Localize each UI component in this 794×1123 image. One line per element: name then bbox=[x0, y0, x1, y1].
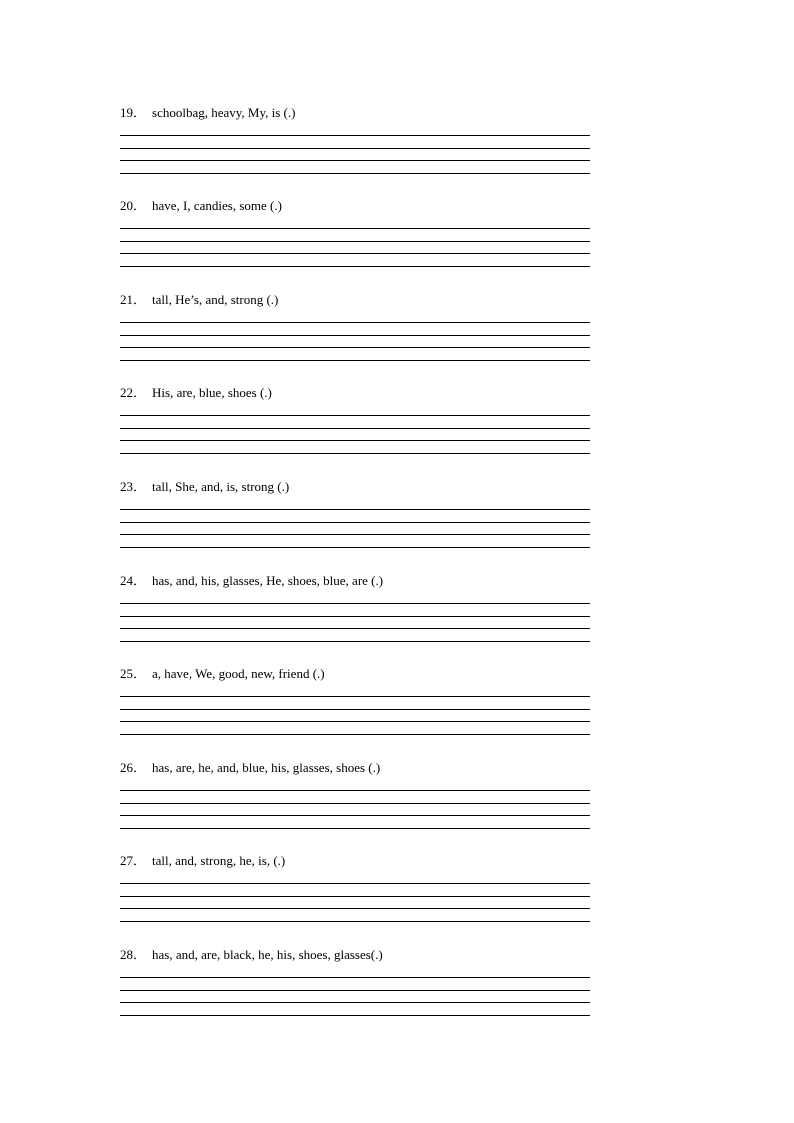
answer-line bbox=[120, 721, 590, 722]
answer-line bbox=[120, 628, 590, 629]
answer-line bbox=[120, 616, 590, 617]
question-prompt: has, and, are, black, he, his, shoes, glasses(.) bbox=[152, 947, 383, 962]
question-number: 26． bbox=[120, 760, 147, 775]
answer-line bbox=[120, 509, 590, 510]
answer-line bbox=[120, 896, 590, 897]
answer-line bbox=[120, 734, 590, 735]
answer-line bbox=[120, 322, 590, 323]
question-text bbox=[120, 853, 285, 869]
answer-line bbox=[120, 1015, 590, 1016]
answer-line bbox=[120, 160, 590, 161]
question-prompt: has, are, he, and, blue, his, glasses, shoes (.) bbox=[152, 760, 381, 775]
question-number: 28． bbox=[120, 947, 147, 962]
question-text bbox=[120, 385, 272, 401]
answer-line bbox=[120, 1002, 590, 1003]
answer-line bbox=[120, 241, 590, 242]
question-text bbox=[120, 479, 289, 495]
question-prompt: tall, He’s, and, strong (.) bbox=[152, 292, 279, 307]
answer-line bbox=[120, 534, 590, 535]
answer-line bbox=[120, 135, 590, 136]
question-21 bbox=[120, 292, 590, 382]
answer-line bbox=[120, 173, 590, 174]
answer-line bbox=[120, 603, 590, 604]
question-number: 21． bbox=[120, 292, 147, 307]
answer-line bbox=[120, 453, 590, 454]
answer-line bbox=[120, 360, 590, 361]
question-prompt: have, I, candies, some (.) bbox=[152, 198, 282, 213]
question-text bbox=[120, 198, 282, 214]
question-text bbox=[120, 292, 278, 308]
question-27 bbox=[120, 853, 590, 943]
answer-line bbox=[120, 908, 590, 909]
answer-line bbox=[120, 828, 590, 829]
question-24 bbox=[120, 573, 590, 663]
question-prompt: tall, She, and, is, strong (.) bbox=[152, 479, 290, 494]
question-28 bbox=[120, 947, 590, 1037]
question-text bbox=[120, 105, 295, 121]
answer-line bbox=[120, 990, 590, 991]
answer-line bbox=[120, 228, 590, 229]
answer-line bbox=[120, 790, 590, 791]
question-22 bbox=[120, 385, 590, 475]
answer-line bbox=[120, 253, 590, 254]
question-prompt: a, have, We, good, new, friend (.) bbox=[152, 666, 325, 681]
question-number: 19． bbox=[120, 105, 147, 120]
answer-line bbox=[120, 803, 590, 804]
answer-line bbox=[120, 709, 590, 710]
answer-line bbox=[120, 266, 590, 267]
question-20 bbox=[120, 198, 590, 288]
question-26 bbox=[120, 760, 590, 850]
answer-line bbox=[120, 696, 590, 697]
question-number: 22． bbox=[120, 385, 147, 400]
answer-line bbox=[120, 522, 590, 523]
answer-line bbox=[120, 148, 590, 149]
question-text bbox=[120, 573, 383, 589]
answer-line bbox=[120, 415, 590, 416]
question-number: 27． bbox=[120, 853, 147, 868]
answer-line bbox=[120, 883, 590, 884]
question-25 bbox=[120, 666, 590, 756]
question-prompt: schoolbag, heavy, My, is (.) bbox=[152, 105, 296, 120]
answer-line bbox=[120, 815, 590, 816]
answer-line bbox=[120, 977, 590, 978]
question-19 bbox=[120, 105, 590, 195]
question-prompt: tall, and, strong, he, is, (.) bbox=[152, 853, 286, 868]
question-number: 20． bbox=[120, 198, 147, 213]
question-number: 25． bbox=[120, 666, 147, 681]
answer-line bbox=[120, 440, 590, 441]
answer-line bbox=[120, 428, 590, 429]
answer-line bbox=[120, 547, 590, 548]
question-text bbox=[120, 947, 383, 963]
answer-line bbox=[120, 921, 590, 922]
answer-line bbox=[120, 335, 590, 336]
answer-line bbox=[120, 641, 590, 642]
question-prompt: has, and, his, glasses, He, shoes, blue, are (.) bbox=[152, 573, 384, 588]
question-prompt: His, are, blue, shoes (.) bbox=[152, 385, 272, 400]
question-text bbox=[120, 666, 325, 682]
question-text bbox=[120, 760, 380, 776]
question-number: 24． bbox=[120, 573, 147, 588]
question-number: 23． bbox=[120, 479, 147, 494]
question-23 bbox=[120, 479, 590, 569]
answer-line bbox=[120, 347, 590, 348]
